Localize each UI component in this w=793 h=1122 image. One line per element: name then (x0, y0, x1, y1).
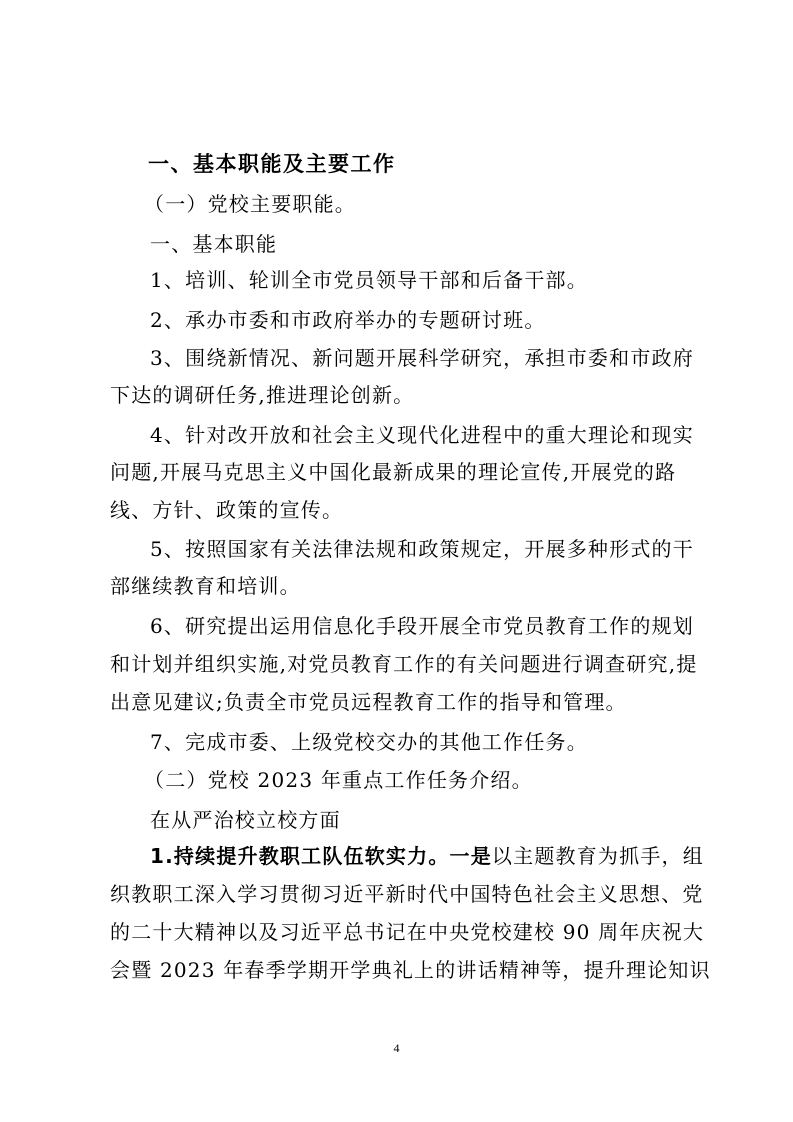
paragraph-bold-title: 1.持续提升教职工队伍软实力。 (150, 844, 450, 868)
list-item-7: 7、完成市委、上级党校交办的其他工作任务。 (150, 730, 588, 754)
paragraph-line-3: 的二十大精神以及习近平总书记在中央党校建校 90 周年庆祝大 (110, 920, 705, 944)
paragraph-subheading: 在从严治校立校方面 (150, 808, 341, 832)
paragraph-line-2: 织教职工深入学习贯彻习近平新时代中国特色社会主义思想、党 (110, 882, 704, 906)
list-item-6-line-3: 出意见建议;负责全市党员远程教育工作的指导和管理。 (110, 690, 627, 714)
list-item-4-line-3: 线、方针、政策的宣传。 (110, 498, 344, 522)
list-item-2: 2、承办市委和市政府举办的专题研讨班。 (150, 308, 546, 332)
page-number: 4 (393, 1041, 400, 1055)
list-item-1: 1、培训、轮训全市党员领导干部和后备干部。 (150, 268, 588, 292)
paragraph-line-4: 会暨 2023 年春季学期开学典礼上的讲话精神等，提升理论知识 (110, 958, 711, 982)
list-item-5-line-2: 部继续教育和培训。 (110, 574, 301, 598)
list-item-4-line-1: 4、针对改开放和社会主义现代化进程中的重大理论和现实 (150, 423, 694, 447)
paragraph-line-1 (150, 842, 704, 870)
list-item-6-line-1: 6、研究提出运用信息化手段开展全市党员教育工作的规划 (150, 614, 694, 638)
list-item-5-line-1: 5、按照国家有关法律法规和政策规定，开展多种形式的干 (150, 537, 694, 561)
subsection-title: 一、基本职能 (150, 232, 278, 256)
list-item-3-line-2: 下达的调研任务,推进理论创新。 (110, 383, 415, 407)
section-heading: 一、基本职能及主要工作 (148, 152, 396, 176)
section2-title: （二）党校 2023 年重点工作任务介绍。 (144, 768, 533, 792)
paragraph-line-1-text: 以主题教育为抓手，组 (491, 844, 704, 868)
paragraph-bold-marker: 一是 (449, 844, 492, 868)
list-item-6-line-2: 和计划并组织实施,对党员教育工作的有关问题进行调查研究,提 (110, 652, 698, 676)
list-item-4-line-2: 问题,开展马克思主义中国化最新成果的理论宣传,开展党的路 (110, 460, 677, 484)
list-item-3-line-1: 3、围绕新情况、新问题开展科学研究，承担市委和市政府 (150, 346, 694, 370)
section1-title: （一）党校主要职能。 (144, 192, 356, 216)
